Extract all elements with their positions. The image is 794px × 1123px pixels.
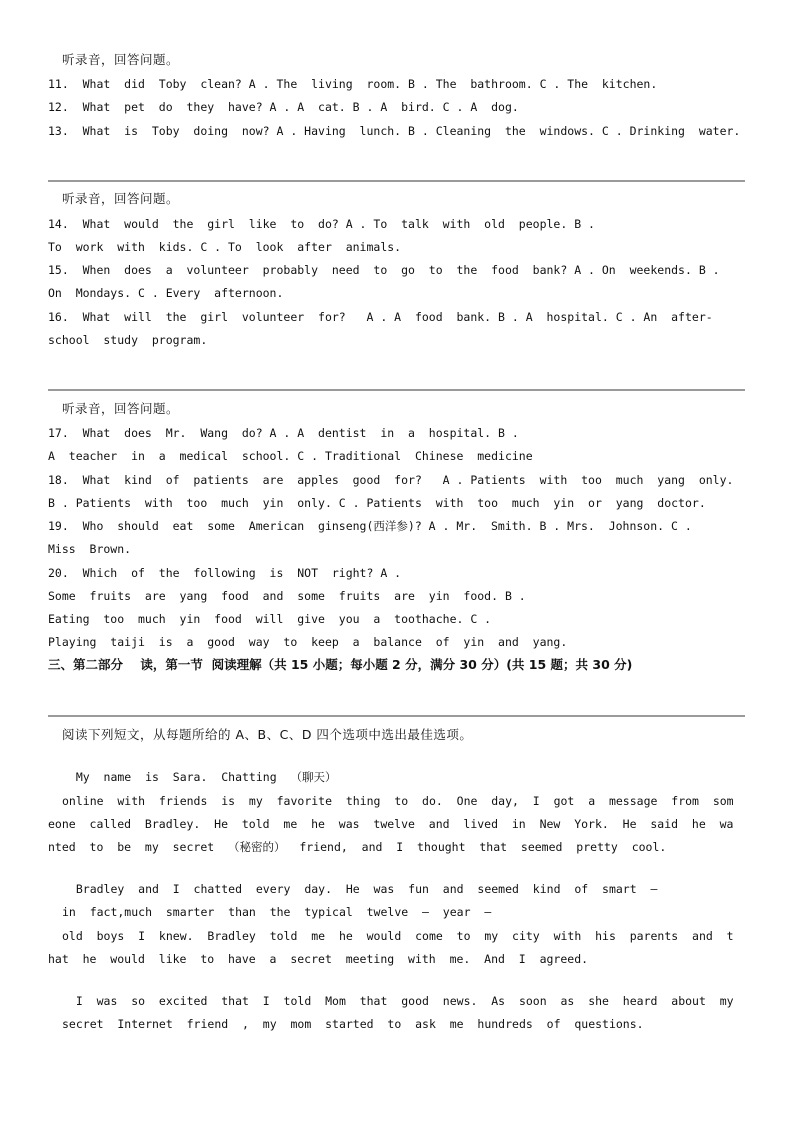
passage-line: Bradley and I chatted every day. He was fun and seemed kind of smart – <box>62 882 658 896</box>
question-line: 13. What is Toby doing now? A . Having lunch. B . Cleaning the windows. C . Drinking water. <box>48 124 741 138</box>
passage-line: eone called Bradley. He told me he was twelve and lived in New York. He said he wa <box>48 817 734 831</box>
question-line: Some fruits are yang food and some fruits are yin food. B . <box>48 589 526 603</box>
section-divider <box>48 389 745 391</box>
section-header: 听录音，回答问题。 <box>62 52 180 67</box>
question-line: Playing taiji is a good way to keep a balance of yin and yang. <box>48 635 568 649</box>
question-line: 14. What would the girl like to do? A . To talk with old people. B . <box>48 217 595 231</box>
question-line: 16. What will the girl volunteer for? A . A food bank. B . A hospital. C . An after- <box>48 310 713 324</box>
question-line: 11. What did Toby clean? A . The living room. B . The bathroom. C . The kitchen. <box>48 77 658 91</box>
section-header: 听录音，回答问题。 <box>62 191 180 206</box>
part-heading: 三、第二部分 读，第一节 阅读理解（共 15 小题；每小题 2 分，满分 30 分）(共 15 题；共 30 分) <box>48 657 633 672</box>
question-line: 18. What kind of patients are apples good for? A . Patients with too much yang only. <box>48 473 734 487</box>
reading-instruction: 阅读下列短文，从每题所给的 A、B、C、D 四个选项中选出最佳选项。 <box>62 727 473 742</box>
passage-line: hat he would like to have a secret meeting with me. And I agreed. <box>48 952 589 966</box>
question-line: 20. Which of the following is NOT right? A . <box>48 566 402 580</box>
passage-line: in fact,much smarter than the typical twelve – year – <box>62 905 492 919</box>
section-divider <box>48 180 745 182</box>
section-divider <box>48 715 745 717</box>
passage-line: I was so excited that I told Mom that good news. As soon as she heard about my <box>62 994 734 1008</box>
question-line: 12. What pet do they have? A . A cat. B . A bird. C . A dog. <box>48 100 519 114</box>
passage-line: secret Internet friend , my mom started to ask me hundreds of questions. <box>62 1017 644 1031</box>
question-line: Eating too much yin food will give you a toothache. C . <box>48 612 492 626</box>
question-line: 19. Who should eat some American ginseng(西洋参)? A . Mr. Smith. B . Mrs. Johnson. C . <box>48 519 692 533</box>
question-line: school study program. <box>48 333 208 347</box>
passage-line: old boys I knew. Bradley told me he would come to my city with his parents and t <box>62 929 734 943</box>
question-line: A teacher in a medical school. C . Traditional Chinese medicine <box>48 449 533 463</box>
question-line: Miss Brown. <box>48 542 132 556</box>
question-line: To work with kids. C . To look after animals. <box>48 240 402 254</box>
passage-line: nted to be my secret （秘密的） friend, and I thought that seemed pretty cool. <box>48 840 667 854</box>
question-line: B . Patients with too much yin only. C . Patients with too much yin or yang doctor. <box>48 496 706 510</box>
question-line: On Mondays. C . Every afternoon. <box>48 286 284 300</box>
passage-line: online with friends is my favorite thing to do. One day, I got a message from som <box>62 794 734 808</box>
question-line: 17. What does Mr. Wang do? A . A dentist in a hospital. B . <box>48 426 519 440</box>
question-line: 15. When does a volunteer probably need to go to the food bank? A . On weekends. B . <box>48 263 720 277</box>
section-header: 听录音，回答问题。 <box>62 401 180 416</box>
passage-line: My name is Sara. Chatting （聊天） <box>62 770 337 784</box>
